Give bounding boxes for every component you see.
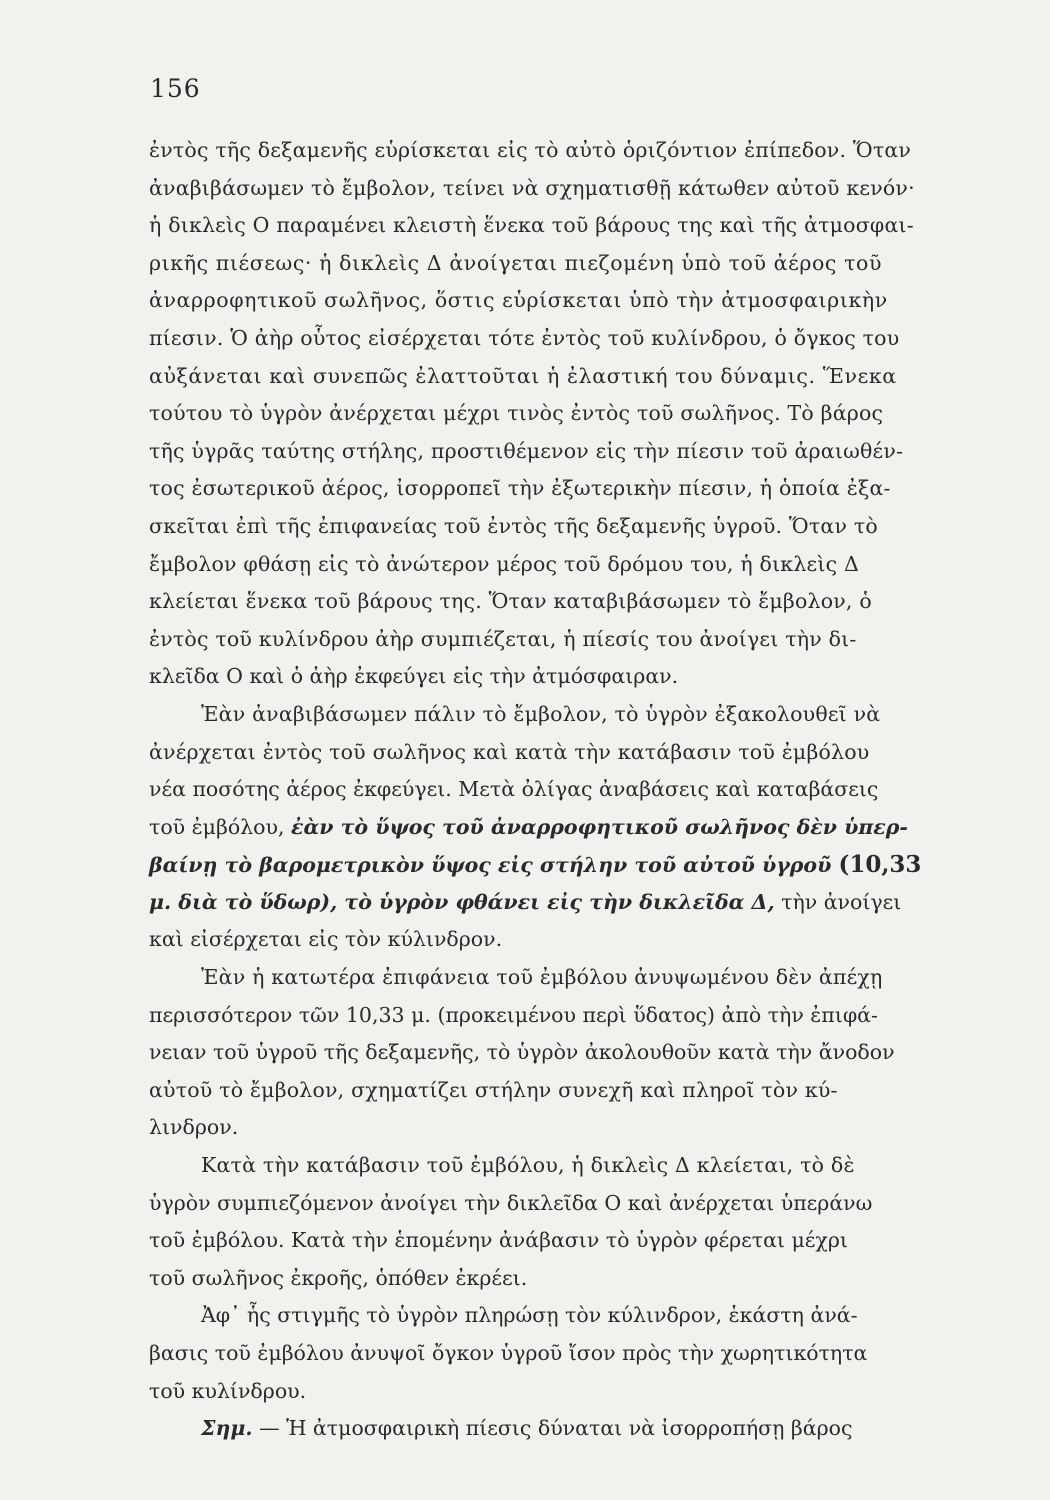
text-line: ἐντὸς τοῦ κυλίνδρου ἀὴρ συμπιέζεται, ἡ πίεσίς του ἀνοίγει τὴν δι- [149, 626, 857, 651]
text-line: τος ἐσωτερικοῦ ἀέρος, ἰσορροπεῖ τὴν ἐξωτερικὴν πίεσιν, ἡ ὁποία ἐξα- [149, 476, 891, 501]
text-line: ἀνέρχεται ἐντὸς τοῦ σωλῆνος καὶ κατὰ τὴν κατάβασιν τοῦ ἐμβόλου [149, 739, 870, 764]
text-line: ἀναβιβάσωμεν τὸ ἔμβολον, τείνει νὰ σχηματισθῇ κάτωθεν αὐτοῦ κενόν· [149, 175, 915, 200]
text-line: περισσότερον τῶν 10,33 μ. (προκειμένου περὶ ὕδατος) ἀπὸ τὴν ἐπιφά- [149, 1002, 878, 1027]
text-line: ἐντὸς τῆς δεξαμενῆς εὑρίσκεται εἰς τὸ αὐτὸ ὁριζόντιον ἐπίπεδον. Ὅταν [149, 138, 912, 162]
text-line: τοῦ ἐμβόλου. Κατὰ τὴν ἑπομένην ἀνάβασιν τὸ ὑγρὸν φέρεται μέχρι [149, 1228, 848, 1253]
text-line: τοῦ σωλῆνος ἐκροῆς, ὁπόθεν ἐκρέει. [149, 1265, 528, 1290]
bold-italic-text: βαίνῃ τὸ βαρομετρικὸν ὕψος εἰς στήλην τοῦ αὐτοῦ ὑγροῦ [149, 853, 839, 878]
text-line: αὐτοῦ τὸ ἔμβολον, σχηματίζει στήλην συνεχῆ καὶ πληροῖ τὸν κύ- [149, 1077, 838, 1102]
text-segment: τοῦ ἐμβόλου, [149, 814, 292, 839]
text-line: κλείεται ἕνεκα τοῦ βάρους της. Ὅταν καταβιβάσωμεν τὸ ἔμβολον, ὁ [149, 589, 872, 614]
note-label: Σημ. [201, 1416, 253, 1441]
text-line: κλεῖδα Ο καὶ ὁ ἀὴρ ἐκφεύγει εἰς τὴν ἀτμόσφαιραν. [149, 664, 679, 689]
text-line: Κατὰ τὴν κατάβασιν τοῦ ἐμβόλου, ἡ δικλεὶς Δ κλείεται, τὸ δὲ [201, 1153, 855, 1178]
text-line: Ἐὰν ἀναβιβάσωμεν πάλιν τὸ ἔμβολον, τὸ ὑγρὸν ἐξακολουθεῖ νὰ [201, 701, 881, 726]
text-line: Ἐὰν ἡ κατωτέρα ἐπιφάνεια τοῦ ἐμβόλου ἀνυψωμένου δὲν ἀπέχῃ [201, 965, 883, 990]
text-line: καὶ εἰσέρχεται εἰς τὸν κύλινδρον. [149, 927, 503, 952]
text-line-emphasis [149, 846, 989, 884]
text-line: νειαν τοῦ ὑγροῦ τῆς δεξαμενῆς, τὸ ὑγρὸν ἀκολουθοῦν κατὰ τὴν ἄνοδον [149, 1040, 895, 1065]
text-line: ἀναρροφητικοῦ σωλῆνος, ὅστις εὑρίσκεται ὑπὸ τὴν ἀτμοσφαιρικὴν [149, 288, 888, 313]
bold-italic-text: ἐὰν τὸ ὕψος τοῦ ἀναρροφητικοῦ σωλῆνος δὲν ὑπερ- [291, 814, 908, 839]
text-line: τοῦ κυλίνδρου. [149, 1378, 307, 1403]
text-line: ὑγρὸν συμπιεζόμενον ἀνοίγει τὴν δικλεῖδα Ο καὶ ἀνέρχεται ὑπεράνω [149, 1190, 873, 1215]
text-line: ἔμβολον φθάσῃ εἰς τὸ ἀνώτερον μέρος τοῦ δρόμου του, ἡ δικλεὶς Δ [149, 551, 859, 576]
page-number: 156 [150, 74, 201, 103]
text-line: λινδρον. [149, 1115, 239, 1140]
text-line: Ἀφ᾿ ἧς στιγμῆς τὸ ὑγρὸν πληρώσῃ τὸν κύλινδρον, ἑκάστη ἀνά- [201, 1303, 858, 1328]
text-line-emphasis [149, 809, 989, 847]
text-line-emphasis [149, 884, 989, 922]
text-line: ἡ δικλεὶς Ο παραμένει κλειστὴ ἕνεκα τοῦ βάρους της καὶ τῆς ἀτμοσφαι- [149, 213, 914, 238]
note-text: — Ἡ ἀτμοσφαιρικὴ πίεσις δύναται νὰ ἰσορροπήσῃ βάρος [252, 1416, 853, 1441]
text-segment: τὴν ἀνοίγει [774, 889, 902, 914]
text-body [149, 132, 989, 1448]
text-line: πίεσιν. Ὁ ἀὴρ οὗτος εἰσέρχεται τότε ἐντὸς τοῦ κυλίνδρου, ὁ ὄγκος του [149, 325, 900, 350]
text-line: ρικῆς πιέσεως· ἡ δικλεὶς Δ ἀνοίγεται πιεζομένη ὑπὸ τοῦ ἀέρος τοῦ [149, 250, 883, 275]
text-line: νέα ποσότης ἀέρος ἐκφεύγει. Μετὰ ὀλίγας ἀναβάσεις καὶ καταβάσεις [149, 777, 879, 802]
text-line: βασις τοῦ ἐμβόλου ἀνυψοῖ ὄγκον ὑγροῦ ἴσον πρὸς τὴν χωρητικότητα [149, 1341, 868, 1365]
text-line: αὐξάνεται καὶ συνεπῶς ἐλαττοῦται ἡ ἐλαστική του δύναμις. Ἕνεκα [149, 363, 897, 388]
text-line: τούτου τὸ ὑγρὸν ἀνέρχεται μέχρι τινὸς ἐντὸς τοῦ σωλῆνος. Τὸ βάρος [149, 401, 884, 426]
bold-numeral-text: (10,33 [838, 851, 922, 879]
note-line [149, 1410, 989, 1448]
bold-italic-text: μ. διὰ τὸ ὕδωρ), τὸ ὑγρὸν φθάνει εἰς τὴν δικλεῖδα Δ, [149, 889, 775, 914]
text-line: σκεῖται ἐπὶ τῆς ἐπιφανείας τοῦ ἐντὸς τῆς δεξαμενῆς ὑγροῦ. Ὅταν τὸ [149, 513, 878, 538]
text-line: τῆς ὑγρᾶς ταύτης στήλης, προστιθέμενον εἰς τὴν πίεσιν τοῦ ἀραιωθέν- [149, 438, 904, 463]
